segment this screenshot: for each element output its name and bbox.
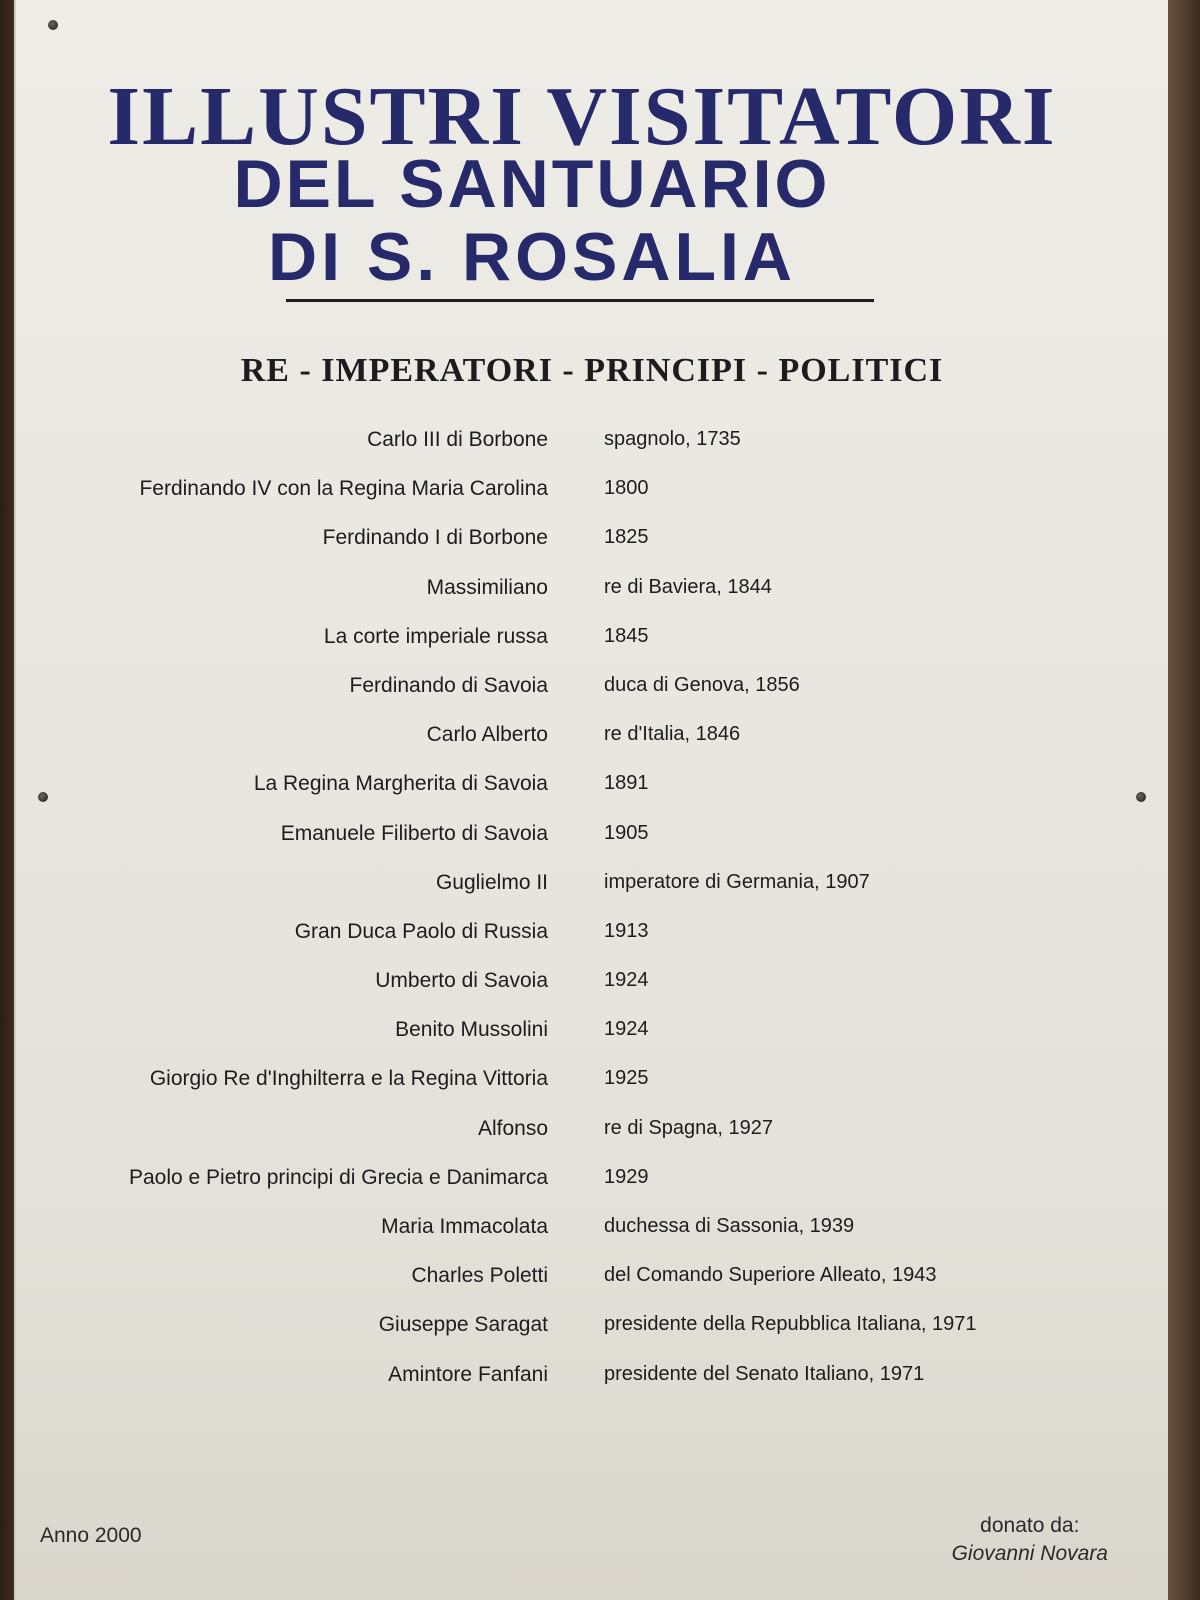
visitor-row (16, 428, 1168, 477)
donor-credit (952, 1512, 1108, 1568)
visitor-name: La corte imperiale russa (323, 624, 548, 648)
visitor-name: Giorgio Re d'Inghilterra e la Regina Vittoria (149, 1067, 548, 1091)
visitor-name: Ferdinando IV con la Regina Maria Carolina (139, 477, 548, 501)
visitor-name: Carlo Alberto (426, 723, 548, 747)
visitor-row (16, 1215, 1168, 1264)
visitor-row (16, 526, 1168, 575)
year-label: Anno 2000 (40, 1524, 142, 1547)
title-line-2: DEL SANTUARIO (233, 146, 831, 222)
visitor-row (16, 920, 1168, 969)
wood-frame-right (1166, 0, 1200, 1600)
visitor-info: duca di Genova, 1856 (604, 673, 800, 696)
visitor-row (16, 1166, 1168, 1215)
visitor-name: Carlo III di Borbone (367, 428, 548, 451)
visitor-info: presidente del Senato Italiano, 1971 (604, 1362, 925, 1385)
visitor-info: presidente della Repubblica Italiana, 1971 (604, 1313, 977, 1336)
visitor-name: La Regina Margherita di Savoia (253, 772, 548, 796)
visitor-row (16, 871, 1168, 920)
title-underline (286, 299, 874, 302)
visitor-row (16, 477, 1168, 526)
visitor-name: Gran Duca Paolo di Russia (294, 919, 548, 943)
commemorative-plaque (14, 0, 1168, 1600)
visitor-info: 1800 (604, 477, 649, 500)
visitor-info: 1845 (604, 624, 649, 647)
visitor-info: 1905 (604, 821, 649, 844)
donor-name: Giovanni Novara (951, 1542, 1108, 1565)
visitors-list (16, 428, 1168, 1412)
visitor-row (16, 723, 1168, 772)
visitor-info: imperatore di Germania, 1907 (604, 870, 870, 893)
visitor-info: spagnolo, 1735 (604, 428, 741, 450)
visitor-name: Giuseppe Saragat (378, 1313, 548, 1337)
visitor-name: Guglielmo II (435, 870, 548, 894)
visitor-row (16, 576, 1168, 625)
visitor-row (16, 625, 1168, 674)
visitor-row (16, 1264, 1168, 1313)
visitor-row (16, 1117, 1168, 1166)
visitor-info: re d'Italia, 1846 (604, 723, 741, 746)
title-line-3: DI S. ROSALIA (267, 219, 797, 295)
visitor-name: Charles Poletti (411, 1264, 548, 1288)
donated-by-label: donato da: (980, 1514, 1080, 1537)
title-line-1: ILLUSTRI VISITATORI (107, 70, 1057, 163)
visitor-row (16, 1018, 1168, 1067)
visitor-info: 1891 (604, 772, 649, 795)
visitor-name: Massimiliano (426, 575, 548, 599)
category-subtitle: RE - IMPERATORI - PRINCIPI - POLITICI (240, 352, 944, 389)
visitor-info: re di Spagna, 1927 (604, 1116, 774, 1139)
screw-top-left (48, 20, 58, 30)
visitor-info: 1924 (604, 969, 649, 992)
visitor-info: 1925 (604, 1067, 649, 1090)
visitor-info: del Comando Superiore Alleato, 1943 (604, 1264, 937, 1287)
visitor-row (16, 1313, 1168, 1362)
visitor-name: Alfonso (477, 1116, 548, 1140)
visitor-name: Ferdinando I di Borbone (322, 526, 548, 550)
visitor-name: Emanuele Filiberto di Savoia (280, 821, 548, 845)
visitor-row (16, 822, 1168, 871)
visitor-info: 1924 (604, 1018, 649, 1041)
visitor-name: Maria Immacolata (381, 1215, 548, 1238)
visitor-name: Ferdinando di Savoia (349, 673, 548, 697)
visitor-info: 1929 (604, 1165, 649, 1188)
visitor-info: 1913 (604, 919, 649, 942)
visitor-name: Benito Mussolini (395, 1018, 548, 1042)
visitor-name: Amintore Fanfani (388, 1362, 548, 1386)
visitor-row (16, 969, 1168, 1018)
visitor-row (16, 772, 1168, 821)
visitor-name: Paolo e Pietro principi di Grecia e Danimarca (128, 1165, 548, 1189)
visitor-info: re di Baviera, 1844 (604, 575, 772, 598)
visitor-name: Umberto di Savoia (375, 969, 548, 993)
visitor-row (16, 674, 1168, 723)
visitor-row (16, 1067, 1168, 1116)
visitor-row (16, 1363, 1168, 1412)
visitor-info: 1825 (604, 526, 649, 549)
visitor-info: duchessa di Sassonia, 1939 (604, 1215, 855, 1237)
